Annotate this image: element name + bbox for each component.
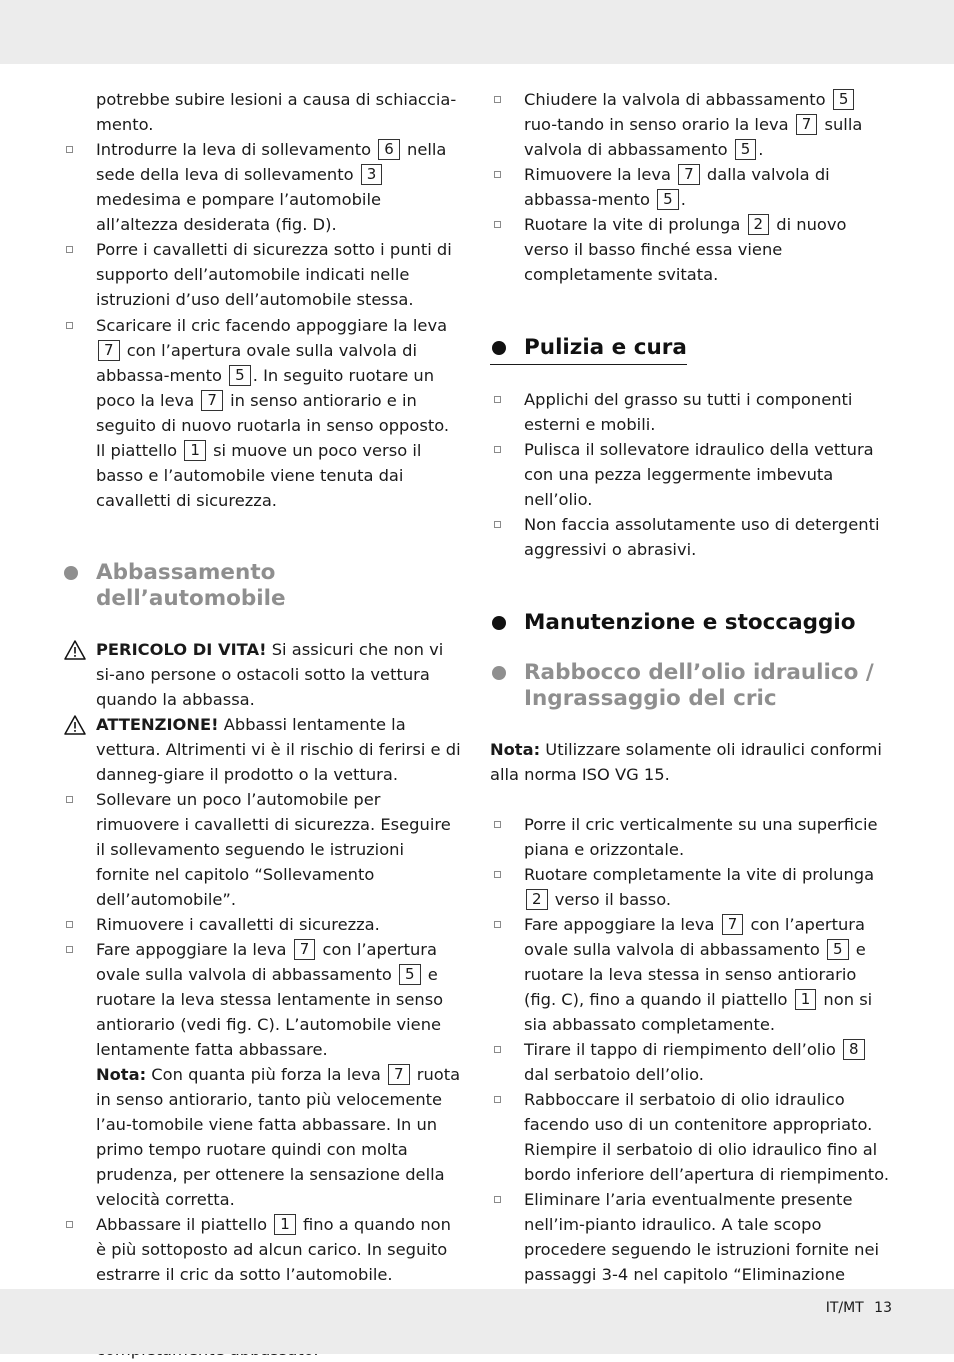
part-number: 8 [843, 1039, 865, 1060]
bullet-icon [66, 322, 73, 329]
list-item: Scaricare il cric facendo appoggiare la leva 7 con l’apertura ovale sulla valvola di abbassa-mento 5 . In seguito ruotare un poco la leva 7 in senso antiorario e in seguito di nuovo ruotarla in senso opposto. Il piattello 1 si muove un poco verso il basso e l’automobile viene tenuta dai cavalletti di sicurezza. [62, 313, 462, 513]
part-number: 7 [388, 1064, 410, 1085]
list-item: Ruotare la vite di prolunga 2 di nuovo verso il basso finché essa viene completamente svitata. [490, 212, 890, 287]
list-item: Porre i cavalletti di sicurezza sotto i punti di supporto dell’automobile indicati nelle istruzioni d’uso dell’automobile stessa. [62, 237, 462, 312]
part-number: 2 [748, 214, 770, 235]
part-number: 7 [678, 164, 700, 185]
bullet-icon [66, 1221, 73, 1228]
part-number: 7 [201, 390, 223, 411]
part-number: 7 [98, 340, 120, 361]
list-item: Introdurre la leva di sollevamento 6 nella sede della leva di sollevamento 3 medesima e pompare l’automobile all’altezza desiderata (fig. D). [62, 137, 462, 237]
list-item: Fare appoggiare la leva 7 con l’apertura ovale sulla valvola di abbassamento 5 e ruotare la leva stessa in senso antiorario (fig. C), fino a quando il piattello 1 non si sia abbassato completamente. [490, 912, 890, 1037]
part-number: 2 [526, 889, 548, 910]
part-number: 5 [827, 939, 849, 960]
page-number: 13 [874, 1300, 892, 1316]
part-number: 5 [229, 365, 251, 386]
bullet-icon [494, 221, 501, 228]
bullet-icon [494, 171, 501, 178]
bullet-icon [494, 521, 501, 528]
part-number: 5 [657, 189, 679, 210]
left-column [62, 87, 462, 1362]
part-number: 7 [722, 914, 744, 935]
bullet-icon [66, 246, 73, 253]
warning-note: PERICOLO DI VITA! Si assicuri che non vi si-ano persone o ostacoli sotto la vettura quando la abbassa. [62, 637, 462, 712]
bullet-icon [66, 921, 73, 928]
list-item: Rimuovere i cavalletti di sicurezza. [62, 912, 462, 937]
bullet-icon [494, 821, 501, 828]
list-item: Abbassare il piattello 1 fino a quando non è più sottoposto ad alcun carico. In seguito estrarre il cric da sotto l’automobile. [62, 1212, 462, 1362]
bullet-dot-icon [492, 666, 506, 680]
list-item: Sollevare un poco l’automobile per rimuovere i cavalletti di sicurezza. Eseguire il sollevamento seguendo le istruzioni fornite nel capitolo “Sollevamento dell’automobile”. [62, 787, 462, 912]
list-item: Non faccia assolutamente uso di detergenti aggressivi o abrasivi. [490, 512, 890, 562]
part-number: 6 [378, 139, 400, 160]
part-number: 1 [795, 989, 817, 1010]
part-number: 5 [833, 89, 855, 110]
list-item: Chiudere la valvola di abbassamento 5 ruo-tando in senso orario la leva 7 sulla valvola di abbassamento 5 . [490, 87, 890, 162]
list-item: Applichi del grasso su tutti i componenti esterni e mobili. [490, 387, 890, 437]
language-code: IT/MT [825, 1300, 864, 1316]
list-item: Eliminare l’aria eventualmente presente nell’im-pianto idraulico. A tale scopo procedere seguendo le istruzioni fornite nei passaggi 3-4 nel capitolo “Eliminazione [490, 1187, 890, 1312]
paragraph: potrebbe subire lesioni a causa di schiaccia-mento. [96, 90, 457, 134]
bullet-dot-icon [492, 341, 506, 355]
part-number: 7 [294, 939, 316, 960]
part-number: 1 [274, 1214, 296, 1235]
bullet-icon [66, 146, 73, 153]
warning-triangle-icon [64, 640, 86, 660]
bullet-icon [494, 1096, 501, 1103]
list-item: Pulisca il sollevatore idraulico della vettura con una pezza leggermente imbevuta nell’olio. [490, 437, 890, 512]
part-number: 1 [184, 440, 206, 461]
bottom-band [0, 1289, 954, 1354]
bullet-icon [494, 396, 501, 403]
bullet-dot-icon [64, 566, 78, 580]
bullet-dot-icon [492, 616, 506, 630]
page-footer [826, 1300, 892, 1316]
list-item: Porre il cric verticalmente su una superficie piana e orizzontale. [490, 812, 890, 862]
part-number: 3 [361, 164, 383, 185]
caution-note: ATTENZIONE! Abbassi lentamente la vettura. Altrimenti vi è il rischio di ferirsi e di danneg-giare il prodotto o la vettura. [62, 712, 462, 787]
warning-triangle-icon [64, 715, 86, 735]
bullet-icon [494, 921, 501, 928]
bullet-icon [494, 1196, 501, 1203]
list-item: Ruotare completamente la vite di prolunga 2 verso il basso. [490, 862, 890, 912]
bullet-icon [494, 871, 501, 878]
bullet-icon [66, 946, 73, 953]
list-item: Fare appoggiare la leva 7 con l’apertura ovale sulla valvola di abbassamento 5 e ruotare la leva stessa lentamente in senso antiorario (vedi fig. C). L’automobile viene lentamente fatta abbassare. [62, 937, 462, 1062]
bullet-icon [66, 796, 73, 803]
note: Nota: Utilizzare solamente oli idraulici conformi alla norma ISO VG 15. [490, 740, 882, 784]
part-number: 5 [399, 964, 421, 985]
list-item: Tirare il tappo di riempimento dell’olio 8 dal serbatoio dell’olio. [490, 1037, 890, 1087]
part-number: 5 [735, 139, 757, 160]
section-heading: Abbassamento dell’automobile [62, 560, 462, 612]
top-band [0, 0, 954, 64]
part-number: 7 [796, 114, 818, 135]
subsection-heading: Rabbocco dell’olio idraulico / Ingrassaggio del cric [490, 660, 890, 712]
bullet-icon [494, 1046, 501, 1053]
bullet-icon [494, 446, 501, 453]
section-heading: Pulizia e cura [490, 335, 687, 365]
list-item: Rabboccare il serbatoio di olio idraulico facendo uso di un contenitore appropriato. Riempire il serbatoio di olio idraulico fino al bordo inferiore dell’apertura di riempimento. [490, 1087, 890, 1187]
note: Nota: Con quanta più forza la leva 7 ruota in senso antiorario, tanto più velocemente l’au-tomobile viene fatta abbassare. In un primo tempo ruotare quindi con molta prudenza, per ottenere la sensazione della velocità corretta. [96, 1065, 461, 1209]
section-heading: Manutenzione e stoccaggio [490, 610, 890, 636]
right-column [490, 87, 890, 1312]
list-item: Rimuovere la leva 7 dalla valvola di abbassa-mento 5 . [490, 162, 890, 212]
bullet-icon [494, 96, 501, 103]
